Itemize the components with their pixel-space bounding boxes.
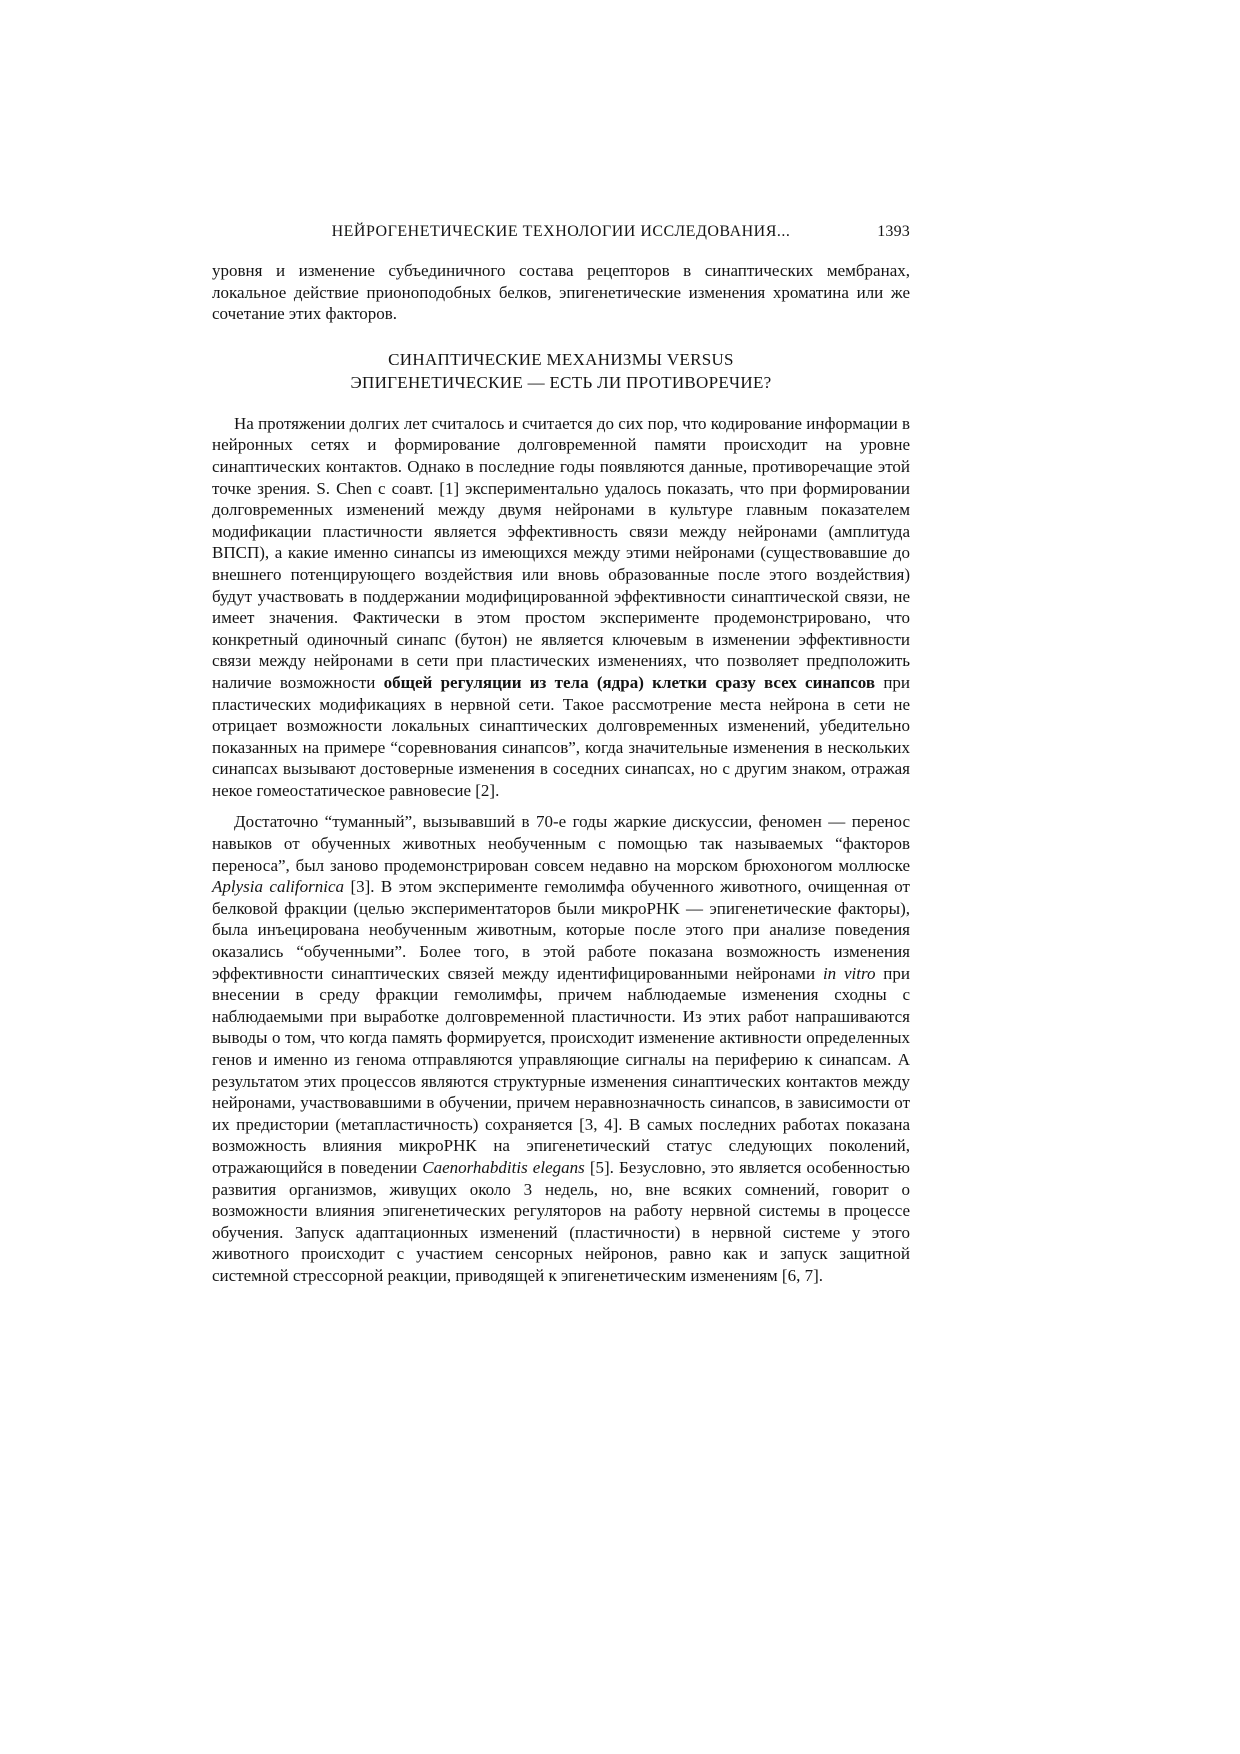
text-segment: [3]. В этом эксперименте гемолимфа обученного животного, очищенная от белковой фракции (целью экспериментаторов были микроРНК — эпигенетические факторы), была инъецирована необученным животным, которые после этого при анализе поведения оказались “обученными”. Более того, в этой работе показана возможность изменения эффективности синаптических связей между идентифицированными нейронами bbox=[212, 877, 910, 983]
page-number: 1393 bbox=[877, 223, 910, 240]
species-name-caenorhabditis: Caenorhabditis elegans bbox=[422, 1157, 585, 1177]
text-segment: при пластических модификациях в нервной сети. Такое рассмотрение места нейрона в сети не отрицает возможности локальных синаптических долговременных изменений, убедительно показанных на примере “соревнования синапсов”, когда значительные изменения в нескольких синапсах вызывают достоверные изменения в соседних синапсах, но с другим знаком, отражая некое гомеостатическое равновесие [2]. bbox=[212, 672, 911, 800]
text-segment: [5]. Безусловно, это является особенностью развития организмов, живущих около 3 недель, но, вне всяких сомнений, говорит о возможности влияния эпигенетических регуляторов на работу нервной системы в процессе обучения. Запуск адаптационных изменений (пластичности) в нервной системе у этого животного происходит с участием сенсорных нейронов, равно как и запуск защитной системной стрессорной реакции, приводящей к эпигенетическим изменениям [6, 7]. bbox=[212, 1157, 910, 1285]
bold-emphasis-global-regulation: общей регуляции из тела (ядра) клетки сразу всех синапсов bbox=[383, 672, 876, 692]
text-segment: На протяжении долгих лет считалось и считается до сих пор, что кодирование информации в нейронных сетях и формирование долговременной памяти происходит на уровне синаптических контактов. Однако в последние годы появляются данные, противоречащие этой точке зрения. S. Chen с соавт. [1] экспериментально удалось показать, что при формировании долговременных изменений между двумя нейронами в культуре главным показателем модификации пластичности является эффективность связи между нейронами (амплитуда ВПСП), а какие именно синапсы из имеющихся между этими нейронами (существовавшие до внешнего потенцирующего воздействия или вновь образованные после этого воздействия) будут участвовать в поддержании модифицированной эффективности синаптической связи, не имеет значения. Фактически в этом простом эксперименте продемонстрировано, что конкретный одиночный синапс (бутон) не является ключевым в изменении эффективности связи между нейронами в сети при пластических изменениях, что позволяет предположить наличие возможности bbox=[212, 413, 910, 692]
latin-term-in-vitro: in vitro bbox=[822, 963, 876, 983]
intro-paragraph: уровня и изменение субъединичного состава рецепторов в синаптических мембранах, локальное действие прионоподобных белков, эпигенетические изменения хроматина или же сочетание этих факторов. bbox=[212, 261, 910, 324]
paragraph-transfer-factors bbox=[212, 811, 910, 1286]
page-header bbox=[212, 222, 910, 242]
paragraph-synaptic-mechanisms bbox=[212, 413, 910, 802]
text-column bbox=[212, 222, 910, 1287]
section-heading bbox=[212, 348, 910, 394]
running-title: НЕЙРОГЕНЕТИЧЕСКИЕ ТЕХНОЛОГИИ ИССЛЕДОВАНИЯ... bbox=[331, 223, 791, 240]
section-heading-line2: ЭПИГЕНЕТИЧЕСКИЕ — ЕСТЬ ЛИ ПРОТИВОРЕЧИЕ? bbox=[350, 372, 772, 392]
species-name-aplysia: Aplysia californica bbox=[212, 877, 345, 897]
text-segment: Достаточно “туманный”, вызывавший в 70-е годы жаркие дискуссии, феномен — перенос навыков от обученных животных необученным с помощью так называемых “факторов переноса”, был заново продемонстрирован совсем недавно на морском брюхоногом моллюске bbox=[212, 812, 910, 875]
text-segment: при внесении в среду фракции гемолимфы, причем наблюдаемые изменения сходны с наблюдаемыми при выработке долговременной пластичности. Из этих работ напрашиваются выводы о том, что когда память формируется, происходит изменение активности определенных генов и именно из генома отправляются управляющие сигналы на периферию к синапсам. А результатом этих процессов являются структурные изменения синаптических контактов между нейронами, участвовавшими в обучении, причем неравнозначность синапсов, в зависимости от их предистории (метапластичность) сохраняется [3, 4]. В самых последних работах показана возможность влияния микроРНК на эпигенетический статус следующих поколений, отражающийся в поведении bbox=[212, 963, 910, 1177]
section-heading-line1: СИНАПТИЧЕСКИЕ МЕХАНИЗМЫ VERSUS bbox=[388, 349, 734, 369]
